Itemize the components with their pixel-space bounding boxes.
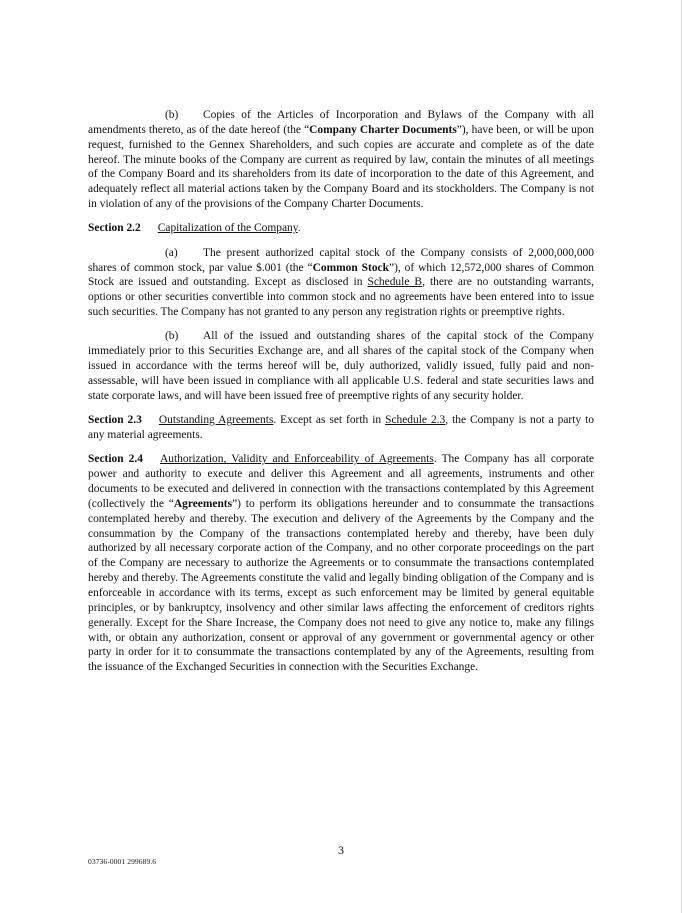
schedule-reference: Schedule B: [367, 276, 423, 289]
defined-term: Common Stock: [312, 261, 389, 274]
section-title: Capitalization of the Company: [157, 222, 298, 235]
paragraph-capital-stock: [88, 246, 594, 320]
document-id: 03736-0001 299689.6: [88, 857, 157, 866]
paragraph-text: . The Company has all corporate power and authority to execute and deliver this Agreement and all agreements, instruments and other documents to be executed and delivered in connection with the transactions contemplated by this Agreement (collectively the “: [88, 453, 594, 510]
section-number: Section 2.3: [88, 414, 142, 427]
document-body: [88, 108, 594, 685]
defined-term: Agreements: [173, 497, 233, 510]
schedule-reference: Schedule 2.3: [385, 414, 446, 427]
page-number: 3: [338, 843, 344, 857]
paragraph-text: ”) to perform its obligations hereunder and to consummate the transactions contemplated hereby and thereby. The execution and delivery of the Agreements by the Company and the consummation by the Company of the transactions contemplated hereby and thereby, have been duly authorized by all necessary corporate action of the Company, and no other corporate proceedings on the part of the Company are necessary to authorize the Agreements or to consummate the transactions contemplated hereby and thereby. The Agreements constitute the valid and legally binding obligation of the Company and is enforceable in accordance with its terms, except as such enforcement may be limited by general equitable principles, or by bankruptcy, insolvency and other similar laws affecting the enforcement of creditors rights generally. Except for the Share Increase, the Company does not need to give any notice to, make any filings with, or obtain any authorization, consent or approval of any government or governmental agency or other party in order for it to consummate the transactions contemplated by any of the Agreements, resulting from the issuance of the Exchanged Securities in connection with the Securities Exchange.: [88, 497, 594, 674]
defined-term: Company Charter Documents: [309, 123, 457, 136]
section-number: Section 2.4: [88, 453, 143, 466]
section-2-3-paragraph: [88, 413, 594, 443]
section-number: Section 2.2: [88, 222, 141, 235]
subsection-label: (a): [165, 246, 178, 259]
paragraph-text: ”), of which 12,572,000 shares of Common Stock are issued and outstanding. Except as disclosed in: [88, 261, 594, 289]
paragraph-text: Copies of the Articles of Incorporation and Bylaws of the Company with all amendments thereto, as of the date hereof (the “: [88, 109, 594, 136]
paragraph-text: The present authorized capital stock of the Company consists of 2,000,000,000 shares of common stock, par value $.001 (the “: [88, 246, 594, 274]
section-title-period: .: [297, 222, 301, 235]
subsection-label: (b): [165, 330, 179, 343]
paragraph-text: , there are no outstanding warrants, options or other securities convertible into common stock and no agreements have been entered into to issue such securities. The Company has not granted to any person any registration rights or preemptive rights.: [88, 276, 594, 319]
section-heading-2-2: [88, 221, 594, 236]
paragraph-text: ”), have been, or will be upon request, furnished to the Gennex Shareholders, and such copies are accurate and complete as of the date hereof. The minute books of the Company are current as required by law, contain the minutes of all meetings of the Company Board and its shareholders from its date of incorporation to the date of this Agreement, and adequately reflect all material actions taken by the Company Board and its stockholders. The Company is not in violation of any of the provisions of the Company Charter Documents.: [88, 123, 594, 211]
paragraph-charter-documents: [88, 108, 594, 212]
subsection-label: (b): [165, 109, 179, 121]
paragraph-issued-shares: [88, 329, 594, 403]
paragraph-text: All of the issued and outstanding shares of the capital stock of the Company immediately prior to this Securities Exchange are, and all shares of the capital stock of the Company when issued in accordance with the terms hereof will be, duly authorized, validly issued, fully paid and non-assessable, will have been issued in compliance with all applicable U.S. federal and state securities laws and state corporate laws, and will have been issued free of preemptive rights of any security holder.: [88, 330, 594, 402]
paragraph-text: , the Company is not a party to any material agreements.: [88, 414, 594, 442]
section-title: Authorization, Validity and Enforceability of Agreements: [159, 453, 434, 466]
section-2-4-paragraph: [88, 452, 594, 675]
section-title: Outstanding Agreements: [158, 414, 274, 427]
paragraph-text: . Except as set forth in: [273, 414, 386, 427]
